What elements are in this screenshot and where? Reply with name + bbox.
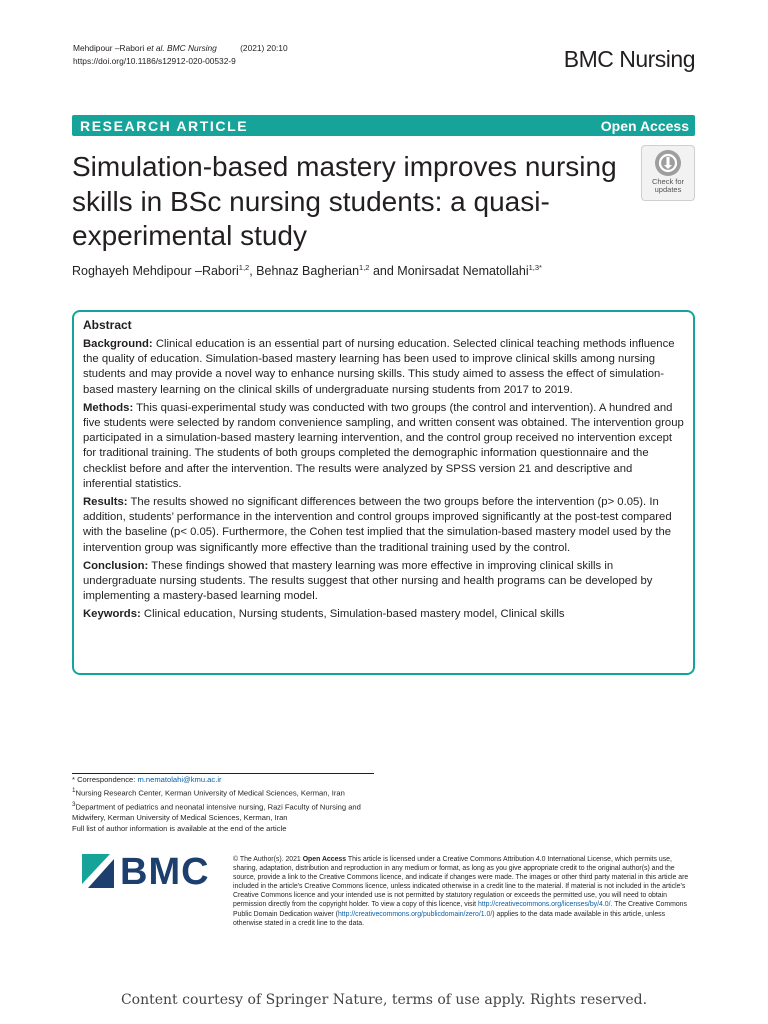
section-text: The results showed no significant differences between the two groups before the intervention (p> 0.05). In addition, students’ performance in the intervention and control groups improved significantly at the post-test compared with the baseline (p< 0.05). Furthermore, the Cohen test implied that the simulation-based mastery model used by the intervention group was significantly more effective than the traditional training used by the control. xyxy=(83,496,672,554)
email-link[interactable]: m.nematolahi@kmu.ac.ir xyxy=(137,775,222,784)
abstract-background xyxy=(83,337,684,398)
abstract-keywords xyxy=(83,607,684,622)
section-label: Methods: xyxy=(83,401,134,414)
affiliation-1: $^1$Nursing Research Center, Kerman University of Medical Sciences, Kerman, Iran xyxy=(72,787,345,798)
abstract-results xyxy=(83,495,684,556)
citation-journal: et al. BMC Nursing xyxy=(146,43,217,53)
courtesy-note: Content courtesy of Springer Nature, terms of use apply. Rights reserved. xyxy=(120,992,648,1008)
affiliation-3: $^3$Department of pediatrics and neonatal intensive nursing, Razi Faculty of Nursing and Midwifery, Kerman University of Medical Sciences, Kerman, Iran xyxy=(72,800,361,822)
check-for-updates-button[interactable] xyxy=(641,145,695,201)
citation-authors: Mehdipour –Rabori xyxy=(73,43,145,53)
footnotes xyxy=(72,775,382,835)
author-name: Monirsadat Nematollahi xyxy=(397,264,529,279)
author-list: Roghayeh Mehdipour –Rabori$^{1,2}$, Behnaz Bagherian$^{1,2}$ and Monirsadat Nematollahi$^{1,3*}$ xyxy=(72,263,542,279)
section-label: Background: xyxy=(83,338,153,350)
section-text: Clinical education, Nursing students, Simulation-based mastery model, Clinical skills xyxy=(143,608,565,621)
bmc-logo-text: BMC xyxy=(120,851,210,889)
section-label: Keywords: xyxy=(83,608,141,621)
abstract-methods xyxy=(83,401,684,492)
check-for-updates-icon xyxy=(655,150,681,176)
journal-name: BMC Nursing xyxy=(563,46,695,72)
abstract-conclusion xyxy=(83,559,684,605)
full-list-note: Full list of author information is available at the end of the article xyxy=(72,823,287,833)
abstract-box xyxy=(72,310,695,675)
footnote-divider xyxy=(72,773,374,774)
license-link[interactable]: http://creativecommons.org/licenses/by/4.0/ xyxy=(477,901,611,909)
article-title: Simulation-based mastery improves nursing skills in BSc nursing students: a quasi-experimental study xyxy=(72,151,617,251)
citation-year: (2021) 20:10 xyxy=(240,43,288,53)
open-access-bold: Open Access xyxy=(302,856,347,863)
section-text: These findings showed that mastery learning was more effective in improving clinical skills in undergraduate nursing students. The results suggest that other nursing and health programs can be developed by implementing a mastery-based learning model. xyxy=(83,559,653,603)
citation-header xyxy=(73,42,288,68)
section-label: Conclusion: xyxy=(83,559,149,572)
citation-line xyxy=(73,42,288,55)
author-affiliation: 1,2 xyxy=(359,263,370,272)
license-text: © The Author(s). 2021 Open Access This article is licensed under a Creative Commons Attribution 4.0 International License, which permits use, sharing, adaptation, distribution and reproduction in any medium or format, as long as you give appropriate credit to the original author(s) and the source, provide a link to the Creative Commons licence, and indicate if changes were made. The images or other third party material in this article are included in the article's Creative Commons licence, unless indicated otherwise in a credit line to the material. If material is not included in the article's Creative Commons licence and your intended use is not permitted by statutory regulation or exceeds the permitted use, you will need to obtain permission directly from the copyright holder. To view a copy of this licence, visit http://creativecommons.org/licenses/by/4.0/. The Creative Commons Public Domain Dedication waiver (http://creativecommons.org/publicdomain/zero/1.0/) applies to the data made available in this article, unless otherwise stated in a credit line to the data. xyxy=(233,856,689,927)
section-label: Results: xyxy=(83,496,128,509)
author-name: Roghayeh Mehdipour –Rabori xyxy=(72,264,239,279)
open-access-label: Open Access xyxy=(600,117,689,134)
abstract-heading: Abstract xyxy=(83,318,132,332)
article-type-banner xyxy=(72,115,695,136)
author-affiliation: 1,3* xyxy=(528,263,542,272)
waiver-link[interactable]: http://creativecommons.org/publicdomain/zero/1.0/ xyxy=(337,910,493,918)
section-text: This quasi-experimental study was conducted with two groups (the control and intervention). A hundred and five students were selected by random convenience sampling, and written consent was obtained. The intervention group participated in a simulation-based mastery learning intervention, and the control group received no intervention except for traditional training. The students of both groups completed the demographic information questionnaire and the checklist before and after the intervention. The results were analyzed by SPSS version 21 and descriptive and inferential statistics. xyxy=(83,401,684,490)
check-for-updates-label: Check for updates xyxy=(651,177,685,194)
author-name: Behnaz Bagherian xyxy=(256,264,360,279)
article-type-label: RESEARCH ARTICLE xyxy=(80,117,249,134)
section-text: Clinical education is an essential part of nursing education. Selected clinical teaching methods influence the quality of education. Simulation-based mastery learning has been used to improve clinical skills among nursing students and may provide a novel way to enhance nursing skills. This study aimed to assess the effect of simulation-based mastery learning on the clinical skills of undergraduate nursing students from 2017 to 2019. xyxy=(83,338,675,396)
doi-link[interactable]: https://doi.org/10.1186/s12912-020-00532-9 xyxy=(73,56,236,66)
author-affiliation: 1,2 xyxy=(238,263,250,272)
correspondence: * Correspondence: m.nematolahi@kmu.ac.ir xyxy=(72,775,222,784)
bmc-logo xyxy=(82,851,222,889)
